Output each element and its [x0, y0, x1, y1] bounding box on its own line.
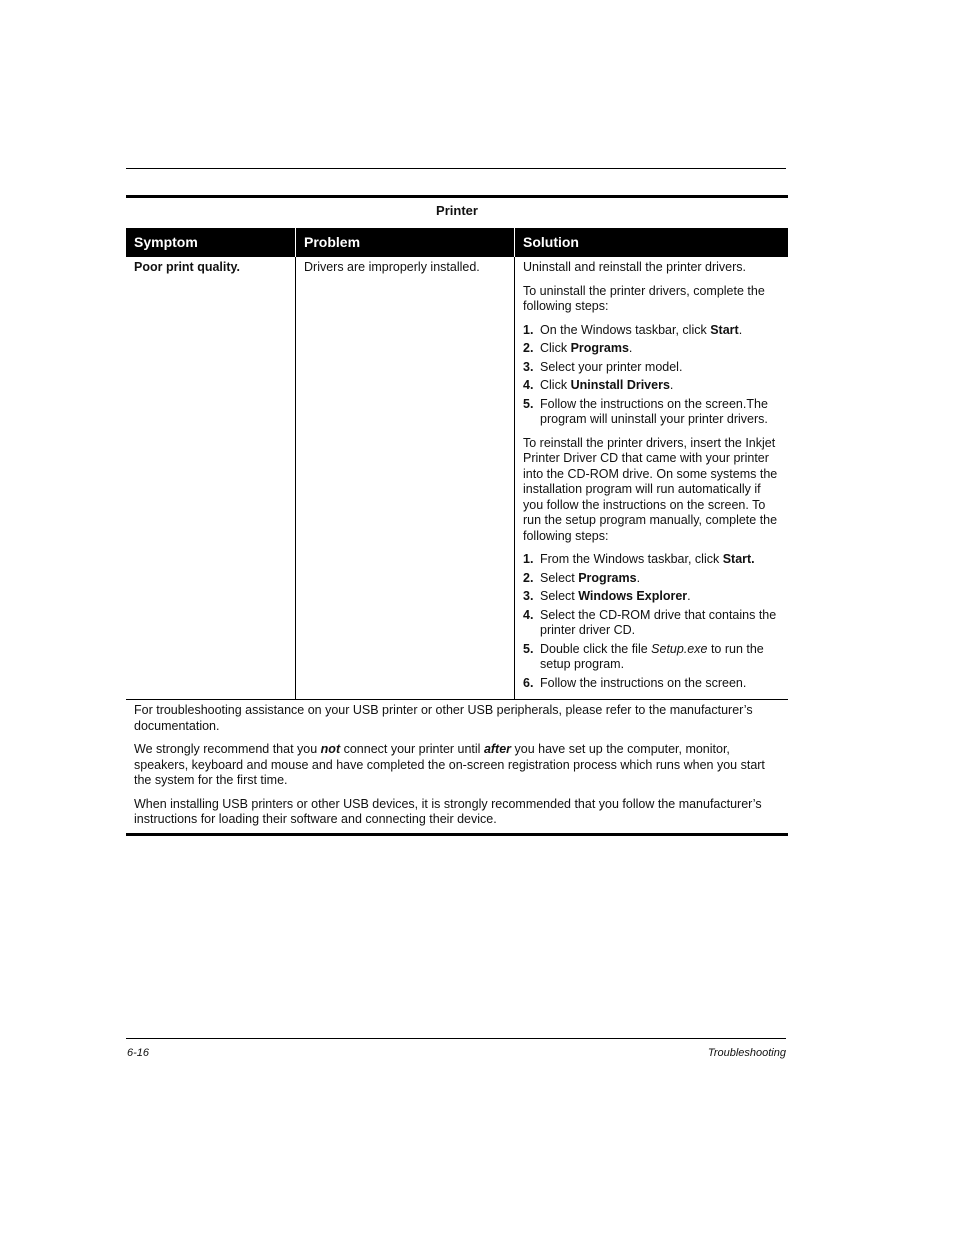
step-suffix: to run the setup program.: [540, 641, 764, 671]
list-item: [523, 552, 784, 568]
step-text: Double click the file: [540, 641, 652, 656]
step-text: Click: [540, 341, 571, 355]
footer-rule: [126, 1038, 786, 1039]
list-item: [523, 642, 784, 673]
header-symptom: Symptom: [126, 228, 296, 257]
symptom-text: Poor print quality.: [134, 260, 241, 274]
list-item: [523, 397, 784, 428]
solution-intro: Uninstall and reinstall the printer drivers.: [523, 260, 747, 274]
note-emphasis-after: after: [483, 742, 512, 756]
step-text: From the Windows taskbar, click: [540, 552, 723, 566]
list-item: [523, 378, 784, 394]
problem-cell: [296, 257, 515, 699]
step-suffix: .: [738, 322, 743, 337]
table-header-row: [126, 228, 788, 257]
step-number: 2.: [523, 570, 534, 585]
step-bold: Start.: [722, 552, 755, 566]
problem-text: Drivers are improperly installed.: [304, 260, 480, 274]
step-number: 4.: [523, 378, 534, 392]
reinstall-steps: [523, 552, 784, 691]
table-row: [126, 257, 788, 700]
list-item: [523, 608, 784, 639]
note-recommendation: [134, 742, 780, 789]
section-name: Troubleshooting: [707, 1047, 786, 1059]
uninstall-steps: [523, 323, 784, 428]
step-text: Select your printer model.: [540, 359, 683, 374]
step-suffix: .: [687, 589, 691, 603]
step-number: 2.: [523, 341, 534, 355]
list-item: [523, 571, 784, 587]
step-text: Select: [540, 570, 579, 585]
step-text: Select the CD-ROM drive that contains the printer driver CD.: [540, 607, 777, 637]
step-number: 6.: [523, 675, 534, 690]
note-emphasis-not: not: [320, 742, 341, 756]
table-notes: [126, 700, 788, 836]
solution-cell: [515, 257, 788, 699]
step-bold: Programs: [578, 570, 637, 585]
step-bold: Programs: [570, 341, 629, 355]
header-solution: Solution: [523, 234, 579, 250]
list-item: [523, 676, 784, 692]
list-item: [523, 323, 784, 339]
step-bold: Start: [710, 322, 739, 337]
step-suffix: .: [669, 378, 674, 392]
header-problem: Problem: [296, 228, 515, 257]
printer-table: [126, 195, 788, 836]
note-usb-install: When installing USB printers or other USB devices, it is strongly recommended that you follow the manufacturer’s instructions for loading their software and connecting their device.: [134, 796, 762, 826]
step-text: Select: [540, 589, 579, 603]
note-text: We strongly recommend that you: [134, 742, 321, 756]
list-item: [523, 589, 784, 605]
note-usb-assistance: For troubleshooting assistance on your USB printer or other USB peripherals, please refer to the manufacturer’s documentation.: [134, 703, 753, 733]
note-text: you have set up the computer, monitor, speakers, keyboard and mouse and have completed the on-screen registration process which runs when you start the system for the first time.: [134, 742, 765, 787]
step-number: 4.: [523, 607, 534, 622]
step-number: 3.: [523, 359, 534, 374]
step-number: 5.: [523, 396, 534, 411]
step-text: Follow the instructions on the screen.The program will uninstall your printer drivers.: [540, 396, 768, 426]
page-number: 6-16: [127, 1047, 150, 1059]
step-suffix: .: [636, 570, 641, 585]
step-text: On the Windows taskbar, click: [540, 322, 711, 337]
step-bold: Uninstall Drivers: [570, 378, 670, 392]
step-number: 1.: [523, 322, 534, 337]
step-bold: Windows Explorer: [578, 589, 688, 603]
table-title: Printer: [436, 203, 478, 218]
step-number: 3.: [523, 589, 534, 603]
symptom-cell: [126, 257, 296, 699]
step-suffix: .: [628, 341, 633, 355]
step-filename: Setup.exe: [651, 641, 708, 656]
note-text: connect your printer until: [340, 742, 484, 756]
step-number: 5.: [523, 641, 534, 656]
step-number: 1.: [523, 552, 534, 566]
list-item: [523, 360, 784, 376]
uninstall-intro: To uninstall the printer drivers, complete the following steps:: [523, 283, 765, 313]
step-text: Click: [540, 378, 571, 392]
step-text: Follow the instructions on the screen.: [540, 675, 747, 690]
list-item: [523, 341, 784, 357]
reinstall-intro: To reinstall the printer drivers, insert the Inkjet Printer Driver CD that came with your printer into the CD-ROM drive. On some systems the installation program will run automatically if you follow the instructions on the screen. To run the setup program manually, complete the following steps:: [523, 435, 778, 543]
top-rule: [126, 168, 786, 169]
